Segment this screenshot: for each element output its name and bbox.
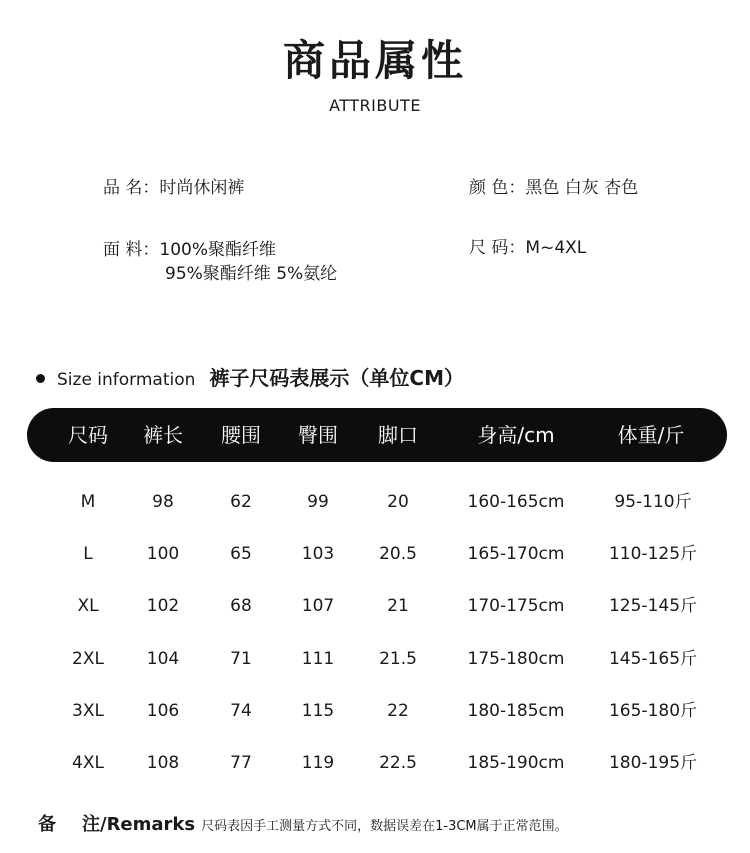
page-subtitle: ATTRIBUTE xyxy=(329,96,421,115)
size-heading-en: Size information xyxy=(57,370,196,390)
cell-height: 175-180cm xyxy=(467,649,565,669)
remarks-label-a: 备 xyxy=(38,814,56,835)
cell-height: 170-175cm xyxy=(467,596,565,616)
cell-waist: 74 xyxy=(230,701,252,721)
cell-size: 2XL xyxy=(72,649,104,669)
cell-size: 4XL xyxy=(72,753,104,773)
attr-color-value: 黑色 白灰 杏色 xyxy=(525,178,639,198)
cell-leg-opening: 22 xyxy=(387,701,409,721)
header-leg-opening: 脚口 xyxy=(378,423,418,447)
cell-hip: 115 xyxy=(301,701,335,721)
attr-color-label: 颜 色： xyxy=(469,178,526,198)
remarks-note: 尺码表因手工测量方式不同，数据误差在1-3CM属于正常范围。 xyxy=(201,819,568,834)
cell-weight: 180-195斤 xyxy=(608,753,698,773)
table-row xyxy=(0,539,750,569)
attr-fabric-line1: 100%聚酯纤维 xyxy=(159,240,277,260)
cell-height: 185-190cm xyxy=(467,753,565,773)
header-waist: 腰围 xyxy=(221,423,261,447)
cell-waist: 77 xyxy=(230,753,252,773)
table-row xyxy=(0,487,750,517)
header-weight: 体重/斤 xyxy=(617,423,685,447)
cell-hip: 99 xyxy=(307,492,329,512)
cell-size: M xyxy=(80,492,96,512)
cell-length: 108 xyxy=(146,753,180,773)
size-heading-zh: 裤子尺码表展示（单位CM） xyxy=(209,366,465,390)
cell-hip: 119 xyxy=(301,753,335,773)
cell-size: 3XL xyxy=(72,701,104,721)
cell-length: 106 xyxy=(146,701,180,721)
cell-leg-opening: 21 xyxy=(387,596,409,616)
header-length: 裤长 xyxy=(143,423,183,447)
cell-height: 160-165cm xyxy=(467,492,565,512)
attr-size-value: M~4XL xyxy=(525,238,587,258)
attr-fabric-label: 面 料： xyxy=(103,240,160,260)
cell-length: 100 xyxy=(146,544,180,564)
cell-weight: 165-180斤 xyxy=(608,701,698,721)
table-row xyxy=(0,696,750,726)
attr-name-label: 品 名： xyxy=(103,178,160,198)
attr-name-value: 时尚休闲裤 xyxy=(159,178,245,198)
cell-weight: 110-125斤 xyxy=(608,544,698,564)
header-size: 尺码 xyxy=(68,423,108,447)
cell-length: 98 xyxy=(152,492,174,512)
remarks xyxy=(38,810,568,836)
cell-size: L xyxy=(83,544,93,564)
cell-waist: 71 xyxy=(230,649,252,669)
cell-length: 104 xyxy=(146,649,180,669)
cell-length: 102 xyxy=(146,596,180,616)
remarks-label xyxy=(38,814,195,835)
remarks-label-b: 注/Remarks xyxy=(82,814,196,835)
cell-weight: 95-110斤 xyxy=(614,492,692,512)
cell-leg-opening: 20.5 xyxy=(379,544,417,564)
table-row xyxy=(0,591,750,621)
cell-height: 165-170cm xyxy=(467,544,565,564)
cell-waist: 62 xyxy=(230,492,252,512)
attr-fabric-line2: 95%聚酯纤维 5%氨纶 xyxy=(165,264,338,284)
page-title: 商品属性 xyxy=(282,36,467,85)
cell-leg-opening: 20 xyxy=(387,492,409,512)
header-hip: 臀围 xyxy=(298,423,338,447)
cell-height: 180-185cm xyxy=(467,701,565,721)
cell-waist: 65 xyxy=(230,544,252,564)
table-row xyxy=(0,748,750,778)
cell-leg-opening: 22.5 xyxy=(379,753,417,773)
cell-hip: 107 xyxy=(301,596,335,616)
cell-waist: 68 xyxy=(230,596,252,616)
cell-size: XL xyxy=(77,596,99,616)
cell-hip: 103 xyxy=(301,544,335,564)
attr-size-label: 尺 码： xyxy=(469,238,526,258)
cell-weight: 145-165斤 xyxy=(608,649,698,669)
cell-leg-opening: 21.5 xyxy=(379,649,417,669)
cell-weight: 125-145斤 xyxy=(608,596,698,616)
cell-hip: 111 xyxy=(301,649,335,669)
header-height: 身高/cm xyxy=(477,423,555,447)
table-row xyxy=(0,644,750,674)
